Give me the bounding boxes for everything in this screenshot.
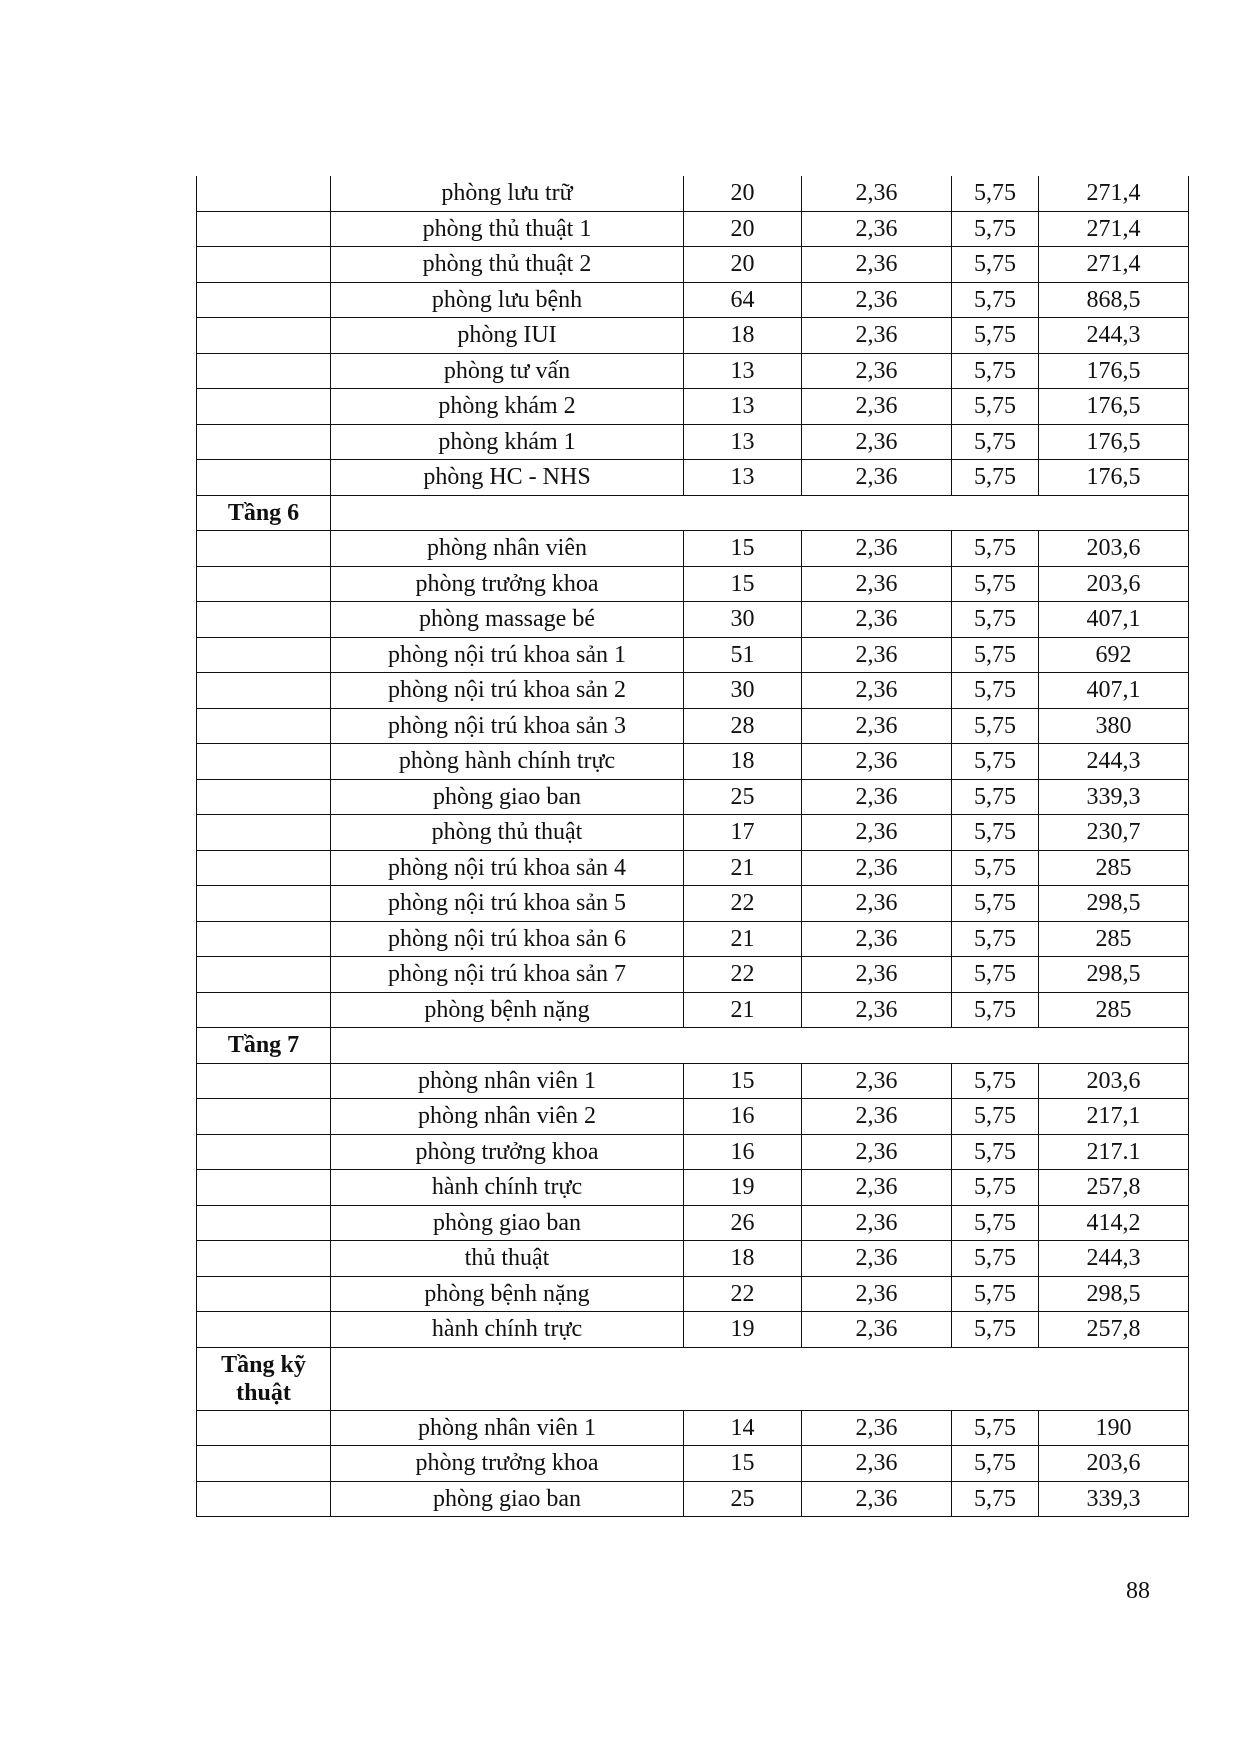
room-name-cell: phòng tư vấn [331, 353, 684, 389]
coefficient-cell: 5,75 [952, 389, 1039, 425]
table-row [197, 921, 1189, 957]
area-cell: 15 [684, 566, 802, 602]
table-row [197, 744, 1189, 780]
area-cell: 25 [684, 1481, 802, 1517]
area-cell: 18 [684, 1241, 802, 1277]
value-cell: 176,5 [1039, 460, 1189, 496]
height-cell: 2,36 [802, 1410, 952, 1446]
floor-cell [197, 1134, 331, 1170]
height-cell: 2,36 [802, 637, 952, 673]
room-name-cell: phòng thủ thuật 2 [331, 247, 684, 283]
coefficient-cell: 5,75 [952, 353, 1039, 389]
height-cell: 2,36 [802, 957, 952, 993]
height-cell: 2,36 [802, 424, 952, 460]
height-cell: 2,36 [802, 992, 952, 1028]
area-cell: 16 [684, 1099, 802, 1135]
floor-cell [197, 1099, 331, 1135]
area-cell: 25 [684, 779, 802, 815]
floor-cell [197, 744, 331, 780]
room-name-cell: phòng nội trú khoa sản 4 [331, 850, 684, 886]
floor-cell [197, 1312, 331, 1348]
area-cell: 15 [684, 1063, 802, 1099]
value-cell: 257,8 [1039, 1312, 1189, 1348]
value-cell: 244,3 [1039, 318, 1189, 354]
value-cell: 244,3 [1039, 744, 1189, 780]
room-name-cell: phòng lưu trữ [331, 176, 684, 211]
height-cell: 2,36 [802, 1446, 952, 1482]
floor-cell [197, 602, 331, 638]
value-cell: 271,4 [1039, 247, 1189, 283]
area-cell: 13 [684, 353, 802, 389]
room-name-cell: phòng nội trú khoa sản 7 [331, 957, 684, 993]
value-cell: 244,3 [1039, 1241, 1189, 1277]
area-cell: 28 [684, 708, 802, 744]
floor-cell [197, 1481, 331, 1517]
coefficient-cell: 5,75 [952, 176, 1039, 211]
floor-cell [197, 318, 331, 354]
coefficient-cell: 5,75 [952, 708, 1039, 744]
height-cell: 2,36 [802, 1276, 952, 1312]
value-cell: 407,1 [1039, 673, 1189, 709]
coefficient-cell: 5,75 [952, 1099, 1039, 1135]
table-row [197, 1446, 1189, 1482]
room-name-cell: phòng nội trú khoa sản 5 [331, 886, 684, 922]
table-row [197, 1170, 1189, 1206]
floor-cell [197, 389, 331, 425]
room-name-cell: phòng bệnh nặng [331, 992, 684, 1028]
room-name-cell: phòng giao ban [331, 1205, 684, 1241]
floor-cell [197, 1241, 331, 1277]
table-row [197, 1063, 1189, 1099]
floor-cell [197, 637, 331, 673]
room-table [196, 176, 1189, 1517]
table-row [197, 389, 1189, 425]
table-row [197, 886, 1189, 922]
room-name-cell: phòng giao ban [331, 1481, 684, 1517]
area-cell: 15 [684, 1446, 802, 1482]
table-row [197, 992, 1189, 1028]
coefficient-cell: 5,75 [952, 1134, 1039, 1170]
table-row [197, 531, 1189, 567]
floor-cell [197, 779, 331, 815]
height-cell: 2,36 [802, 815, 952, 851]
coefficient-cell: 5,75 [952, 211, 1039, 247]
table-row [197, 850, 1189, 886]
room-name-cell: hành chính trực [331, 1170, 684, 1206]
coefficient-cell: 5,75 [952, 566, 1039, 602]
room-name-cell: phòng giao ban [331, 779, 684, 815]
area-cell: 21 [684, 850, 802, 886]
floor-cell [197, 531, 331, 567]
room-name-cell: phòng trưởng khoa [331, 1446, 684, 1482]
table-row [197, 318, 1189, 354]
table-row [197, 424, 1189, 460]
height-cell: 2,36 [802, 318, 952, 354]
room-name-cell: phòng khám 2 [331, 389, 684, 425]
area-cell: 64 [684, 282, 802, 318]
value-cell: 203,6 [1039, 1063, 1189, 1099]
value-cell: 176,5 [1039, 353, 1189, 389]
height-cell: 2,36 [802, 1099, 952, 1135]
height-cell: 2,36 [802, 247, 952, 283]
coefficient-cell: 5,75 [952, 957, 1039, 993]
area-cell: 13 [684, 389, 802, 425]
table-row [197, 779, 1189, 815]
value-cell: 271,4 [1039, 211, 1189, 247]
table-row [197, 1312, 1189, 1348]
table-row [197, 1481, 1189, 1517]
table-body [197, 176, 1189, 1517]
floor-cell [197, 673, 331, 709]
floor-cell [197, 282, 331, 318]
table-row [197, 211, 1189, 247]
area-cell: 16 [684, 1134, 802, 1170]
value-cell: 217.1 [1039, 1134, 1189, 1170]
coefficient-cell: 5,75 [952, 1276, 1039, 1312]
floor-cell [197, 566, 331, 602]
height-cell: 2,36 [802, 1312, 952, 1348]
coefficient-cell: 5,75 [952, 850, 1039, 886]
height-cell: 2,36 [802, 673, 952, 709]
floor-cell [197, 353, 331, 389]
room-name-cell: phòng trưởng khoa [331, 1134, 684, 1170]
value-cell: 257,8 [1039, 1170, 1189, 1206]
floor-section-row [197, 495, 1189, 531]
value-cell: 380 [1039, 708, 1189, 744]
coefficient-cell: 5,75 [952, 1241, 1039, 1277]
value-cell: 176,5 [1039, 424, 1189, 460]
height-cell: 2,36 [802, 708, 952, 744]
floor-cell [197, 1063, 331, 1099]
room-name-cell: phòng nội trú khoa sản 1 [331, 637, 684, 673]
value-cell: 285 [1039, 992, 1189, 1028]
height-cell: 2,36 [802, 602, 952, 638]
area-cell: 51 [684, 637, 802, 673]
coefficient-cell: 5,75 [952, 779, 1039, 815]
coefficient-cell: 5,75 [952, 673, 1039, 709]
floor-section-row [197, 1347, 1189, 1410]
coefficient-cell: 5,75 [952, 460, 1039, 496]
height-cell: 2,36 [802, 389, 952, 425]
area-cell: 30 [684, 673, 802, 709]
coefficient-cell: 5,75 [952, 1481, 1039, 1517]
value-cell: 230,7 [1039, 815, 1189, 851]
room-name-cell: phòng nội trú khoa sản 6 [331, 921, 684, 957]
floor-cell [197, 886, 331, 922]
room-name-cell: phòng thủ thuật [331, 815, 684, 851]
value-cell: 285 [1039, 921, 1189, 957]
table-row [197, 1276, 1189, 1312]
area-cell: 21 [684, 992, 802, 1028]
table-row [197, 708, 1189, 744]
value-cell: 339,3 [1039, 1481, 1189, 1517]
height-cell: 2,36 [802, 779, 952, 815]
value-cell: 176,5 [1039, 389, 1189, 425]
height-cell: 2,36 [802, 211, 952, 247]
value-cell: 298,5 [1039, 886, 1189, 922]
room-name-cell: phòng nội trú khoa sản 3 [331, 708, 684, 744]
coefficient-cell: 5,75 [952, 921, 1039, 957]
table-row [197, 1099, 1189, 1135]
area-cell: 22 [684, 1276, 802, 1312]
table-row [197, 282, 1189, 318]
area-cell: 22 [684, 957, 802, 993]
value-cell: 190 [1039, 1410, 1189, 1446]
floor-cell [197, 211, 331, 247]
area-cell: 20 [684, 211, 802, 247]
room-name-cell: phòng HC - NHS [331, 460, 684, 496]
coefficient-cell: 5,75 [952, 531, 1039, 567]
room-name-cell: phòng thủ thuật 1 [331, 211, 684, 247]
table-row [197, 353, 1189, 389]
table-row [197, 566, 1189, 602]
coefficient-cell: 5,75 [952, 282, 1039, 318]
value-cell: 203,6 [1039, 566, 1189, 602]
height-cell: 2,36 [802, 353, 952, 389]
coefficient-cell: 5,75 [952, 602, 1039, 638]
floor-label: Tầng 6 [197, 495, 331, 531]
coefficient-cell: 5,75 [952, 815, 1039, 851]
coefficient-cell: 5,75 [952, 318, 1039, 354]
room-name-cell: phòng trưởng khoa [331, 566, 684, 602]
coefficient-cell: 5,75 [952, 744, 1039, 780]
floor-cell [197, 176, 331, 211]
room-name-cell: phòng nhân viên 1 [331, 1410, 684, 1446]
coefficient-cell: 5,75 [952, 1446, 1039, 1482]
floor-cell [197, 1205, 331, 1241]
area-cell: 17 [684, 815, 802, 851]
table-row [197, 673, 1189, 709]
floor-cell [197, 424, 331, 460]
area-cell: 19 [684, 1312, 802, 1348]
height-cell: 2,36 [802, 531, 952, 567]
height-cell: 2,36 [802, 1481, 952, 1517]
area-cell: 15 [684, 531, 802, 567]
page-number: 88 [1126, 1578, 1150, 1604]
height-cell: 2,36 [802, 176, 952, 211]
room-name-cell: hành chính trực [331, 1312, 684, 1348]
value-cell: 868,5 [1039, 282, 1189, 318]
table-row [197, 637, 1189, 673]
coefficient-cell: 5,75 [952, 992, 1039, 1028]
floor-cell [197, 1170, 331, 1206]
floor-cell [197, 1410, 331, 1446]
table-row [197, 1205, 1189, 1241]
table-row [197, 247, 1189, 283]
height-cell: 2,36 [802, 1170, 952, 1206]
value-cell: 271,4 [1039, 176, 1189, 211]
floor-cell [197, 460, 331, 496]
floor-cell [197, 247, 331, 283]
value-cell: 414,2 [1039, 1205, 1189, 1241]
height-cell: 2,36 [802, 1241, 952, 1277]
coefficient-cell: 5,75 [952, 637, 1039, 673]
floor-empty-cell [331, 1347, 1189, 1410]
coefficient-cell: 5,75 [952, 1312, 1039, 1348]
height-cell: 2,36 [802, 744, 952, 780]
value-cell: 285 [1039, 850, 1189, 886]
room-name-cell: phòng hành chính trực [331, 744, 684, 780]
value-cell: 692 [1039, 637, 1189, 673]
height-cell: 2,36 [802, 282, 952, 318]
floor-label: Tầng 7 [197, 1028, 331, 1064]
height-cell: 2,36 [802, 1205, 952, 1241]
height-cell: 2,36 [802, 1063, 952, 1099]
table-row [197, 1410, 1189, 1446]
coefficient-cell: 5,75 [952, 1170, 1039, 1206]
height-cell: 2,36 [802, 1134, 952, 1170]
value-cell: 298,5 [1039, 1276, 1189, 1312]
room-name-cell: phòng nhân viên [331, 531, 684, 567]
height-cell: 2,36 [802, 921, 952, 957]
coefficient-cell: 5,75 [952, 247, 1039, 283]
floor-empty-cell [331, 1028, 1189, 1064]
floor-cell [197, 1446, 331, 1482]
room-name-cell: phòng bệnh nặng [331, 1276, 684, 1312]
floor-cell [197, 992, 331, 1028]
room-name-cell: phòng massage bé [331, 602, 684, 638]
area-cell: 14 [684, 1410, 802, 1446]
area-cell: 26 [684, 1205, 802, 1241]
value-cell: 203,6 [1039, 1446, 1189, 1482]
room-name-cell: phòng nội trú khoa sản 2 [331, 673, 684, 709]
area-cell: 22 [684, 886, 802, 922]
area-cell: 20 [684, 176, 802, 211]
floor-cell [197, 957, 331, 993]
room-name-cell: phòng IUI [331, 318, 684, 354]
floor-cell [197, 921, 331, 957]
table-row [197, 957, 1189, 993]
floor-cell [197, 815, 331, 851]
value-cell: 407,1 [1039, 602, 1189, 638]
area-cell: 21 [684, 921, 802, 957]
area-cell: 13 [684, 424, 802, 460]
height-cell: 2,36 [802, 850, 952, 886]
coefficient-cell: 5,75 [952, 424, 1039, 460]
value-cell: 298,5 [1039, 957, 1189, 993]
table-row [197, 602, 1189, 638]
floor-label: Tầng kỹ thuật [197, 1347, 331, 1410]
height-cell: 2,36 [802, 886, 952, 922]
area-cell: 30 [684, 602, 802, 638]
value-cell: 339,3 [1039, 779, 1189, 815]
height-cell: 2,36 [802, 566, 952, 602]
value-cell: 217,1 [1039, 1099, 1189, 1135]
floor-cell [197, 708, 331, 744]
floor-cell [197, 850, 331, 886]
coefficient-cell: 5,75 [952, 1205, 1039, 1241]
area-cell: 18 [684, 744, 802, 780]
floor-cell [197, 1276, 331, 1312]
coefficient-cell: 5,75 [952, 886, 1039, 922]
coefficient-cell: 5,75 [952, 1410, 1039, 1446]
room-name-cell: thủ thuật [331, 1241, 684, 1277]
height-cell: 2,36 [802, 460, 952, 496]
coefficient-cell: 5,75 [952, 1063, 1039, 1099]
area-cell: 13 [684, 460, 802, 496]
table-row [197, 1241, 1189, 1277]
floor-empty-cell [331, 495, 1189, 531]
area-cell: 19 [684, 1170, 802, 1206]
table-row [197, 815, 1189, 851]
room-name-cell: phòng nhân viên 2 [331, 1099, 684, 1135]
area-cell: 18 [684, 318, 802, 354]
table-row [197, 460, 1189, 496]
table-row [197, 1134, 1189, 1170]
table-row [197, 176, 1189, 211]
room-name-cell: phòng nhân viên 1 [331, 1063, 684, 1099]
area-cell: 20 [684, 247, 802, 283]
room-name-cell: phòng khám 1 [331, 424, 684, 460]
value-cell: 203,6 [1039, 531, 1189, 567]
room-name-cell: phòng lưu bệnh [331, 282, 684, 318]
floor-section-row [197, 1028, 1189, 1064]
